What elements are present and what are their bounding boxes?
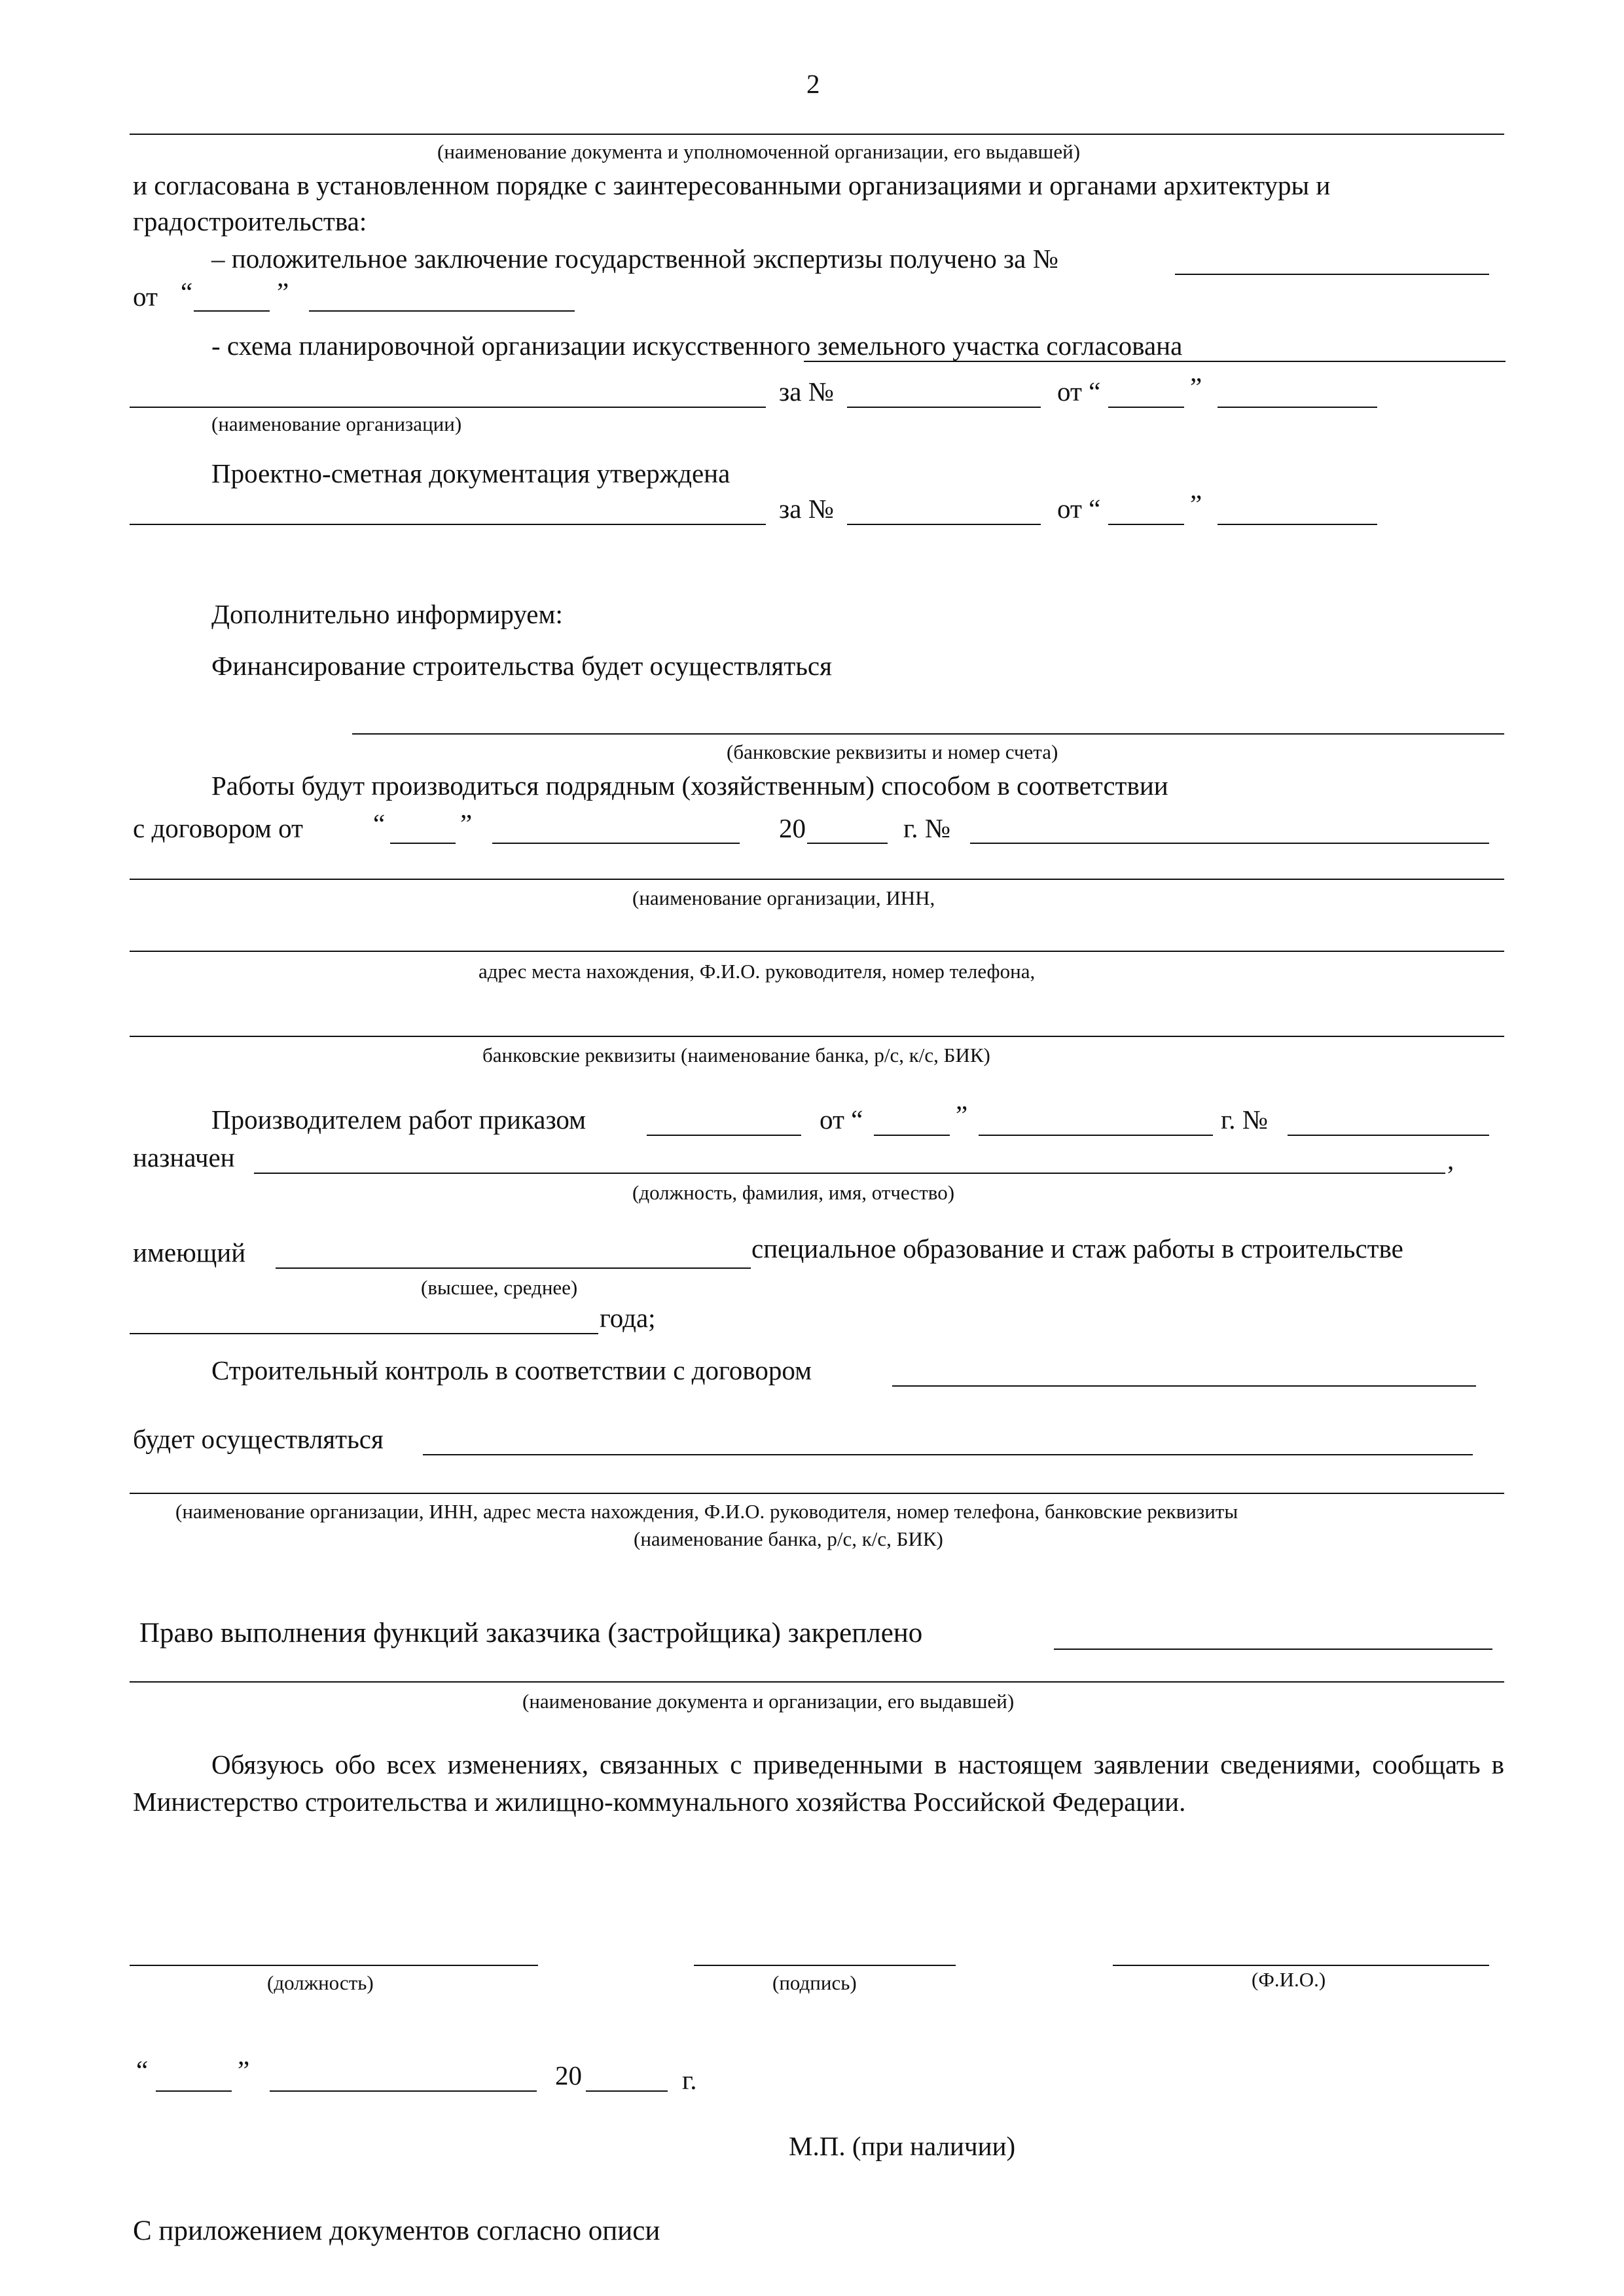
caption-bank-account: (банковские реквизиты и номер счета) (727, 740, 1058, 763)
contract-quote-close: ” (460, 809, 473, 839)
education-field[interactable] (276, 1267, 751, 1269)
appointed-label: назначен (133, 1142, 235, 1173)
pledge-text: Обязуюсь обо всех изменениях, связанных с приведенными в настоящем заявлении сведениями, сообщать в Министерство строительства и жилищно-коммунального хозяйства Российской Федерации. (133, 1749, 1504, 1817)
will-be-done-label: будет осуществляться (133, 1424, 384, 1454)
psd-ot-quote: от “ (1057, 494, 1101, 524)
signature-position-caption: (должность) (267, 1971, 374, 1994)
caption-address: адрес места нахождения, Ф.И.О. руководителя, номер телефона, (478, 960, 1036, 983)
expertise-quote-open: “ (181, 277, 193, 307)
expertise-month-year-field[interactable] (309, 310, 575, 312)
stamp-place-text: М.П. (при наличии) (789, 2131, 1016, 2161)
agreed-text-line1: и согласована в установленном порядке с заинтересованными организациями и органами архитектуры и (133, 170, 1331, 200)
page-number: 2 (806, 69, 820, 99)
producer-number-field[interactable] (1288, 1135, 1489, 1136)
agreed-text-line2: градостроительства: (133, 206, 367, 236)
producer-quote-close: ” (956, 1100, 968, 1130)
caption-organization-name: (наименование организации) (211, 412, 462, 435)
works-text: Работы будут производиться подрядным (хозяйственным) способом в соответствии (211, 771, 1168, 801)
customer-doc-field[interactable] (130, 1681, 1504, 1683)
schema-za-no: за № (779, 376, 834, 407)
expertise-quote-close: ” (277, 277, 289, 307)
date-day-field[interactable] (156, 2090, 232, 2092)
attachments-text: С приложением документов согласно описи (133, 2215, 660, 2246)
schema-month-year-field[interactable] (1218, 407, 1377, 408)
date-g-label: г. (682, 2065, 697, 2095)
signature-caption: (подпись) (772, 1971, 857, 1994)
schema-org-field[interactable] (130, 407, 766, 408)
contract-from-label: с договором от (133, 813, 303, 843)
producer-g-no: г. № (1221, 1104, 1268, 1135)
expertise-text: – положительное заключение государственной экспертизы получено за № (211, 244, 1058, 274)
date-quote-close: ” (238, 2055, 250, 2085)
producer-order-field[interactable] (647, 1135, 801, 1136)
schema-line[interactable] (804, 361, 1506, 362)
document-name-line[interactable] (130, 134, 1504, 135)
producer-text: Производителем работ приказом (211, 1104, 586, 1135)
expertise-number-field[interactable] (1175, 274, 1489, 275)
psd-month-year-field[interactable] (1218, 524, 1377, 525)
expertise-ot-label: от (133, 282, 158, 312)
special-education-text: специальное образование и стаж работы в строительстве (751, 1233, 1403, 1264)
signature-field[interactable] (694, 1965, 956, 1966)
customer-rights-field[interactable] (1054, 1649, 1492, 1650)
caption-education: (высшее, среднее) (421, 1276, 578, 1299)
date-year-prefix: 20 (555, 2060, 582, 2090)
psd-quote-close: ” (1190, 489, 1202, 519)
contract-year-prefix: 20 (779, 813, 806, 843)
contract-quote-open: “ (373, 809, 386, 839)
contract-year-field[interactable] (807, 843, 888, 844)
schema-number-field[interactable] (847, 407, 1041, 408)
schema-quote-close: ” (1190, 372, 1202, 402)
contractor-address-field[interactable] (130, 951, 1504, 952)
contract-g-no: г. № (903, 813, 950, 843)
signature-fio-caption: (Ф.И.О.) (1252, 1968, 1326, 1991)
schema-text: - схема планировочной организации искусственного земельного участка согласована (211, 331, 1183, 361)
schema-day-field[interactable] (1108, 407, 1184, 408)
signature-position-field[interactable] (130, 1965, 538, 1966)
caption-bank-details: банковские реквизиты (наименование банка, р/с, к/с, БИК) (482, 1044, 990, 1066)
financing-text: Финансирование строительства будет осуществляться (211, 651, 832, 681)
date-month-field[interactable] (270, 2090, 537, 2092)
date-year-field[interactable] (586, 2090, 668, 2092)
caption-control-line2: (наименование банка, р/с, к/с, БИК) (634, 1527, 943, 1550)
signature-fio-field[interactable] (1113, 1965, 1489, 1966)
producer-month-field[interactable] (979, 1135, 1213, 1136)
caption-document-organization: (наименование документа и уполномоченной организации, его выдавшей) (437, 140, 1081, 163)
caption-document-organization-2: (наименование документа и организации, его выдавшей) (522, 1690, 1015, 1713)
psd-org-field[interactable] (130, 524, 766, 525)
financing-bank-field[interactable] (352, 733, 1504, 735)
psd-za-no: за № (779, 494, 834, 524)
contract-month-field[interactable] (492, 843, 740, 844)
years-label: года; (600, 1303, 656, 1333)
psd-text: Проектно-сметная документация утверждена (211, 458, 731, 488)
expertise-day-field[interactable] (194, 310, 270, 312)
psd-number-field[interactable] (847, 524, 1041, 525)
caption-position: (должность, фамилия, имя, отчество) (632, 1181, 955, 1204)
control-details-field[interactable] (130, 1493, 1504, 1494)
control-org-field[interactable] (423, 1454, 1473, 1455)
contract-day-field[interactable] (390, 843, 456, 844)
psd-day-field[interactable] (1108, 524, 1184, 525)
having-label: имеющий (133, 1237, 246, 1267)
schema-ot-quote: от “ (1057, 376, 1101, 407)
caption-control-line1: (наименование организации, ИНН, адрес места нахождения, Ф.И.О. руководителя, номер телефона, банковские реквизиты (175, 1500, 1238, 1523)
producer-ot-quote: от “ (820, 1104, 863, 1135)
producer-day-field[interactable] (874, 1135, 950, 1136)
control-text: Строительный контроль в соответствии с договором (211, 1355, 812, 1385)
date-quote-open: “ (136, 2055, 149, 2085)
caption-org-inn: (наименование организации, ИНН, (632, 886, 935, 909)
experience-years-field[interactable] (130, 1333, 598, 1334)
additional-info: Дополнительно информируем: (211, 599, 563, 629)
control-contract-field[interactable] (892, 1385, 1476, 1387)
appointed-comma: , (1447, 1145, 1454, 1175)
contractor-bank-field[interactable] (130, 1036, 1504, 1037)
appointed-person-field[interactable] (254, 1173, 1445, 1174)
contractor-org-field[interactable] (130, 879, 1504, 880)
contract-number-field[interactable] (970, 843, 1489, 844)
customer-rights-text: Право выполнения функций заказчика (застройщика) закреплено (139, 1618, 923, 1649)
